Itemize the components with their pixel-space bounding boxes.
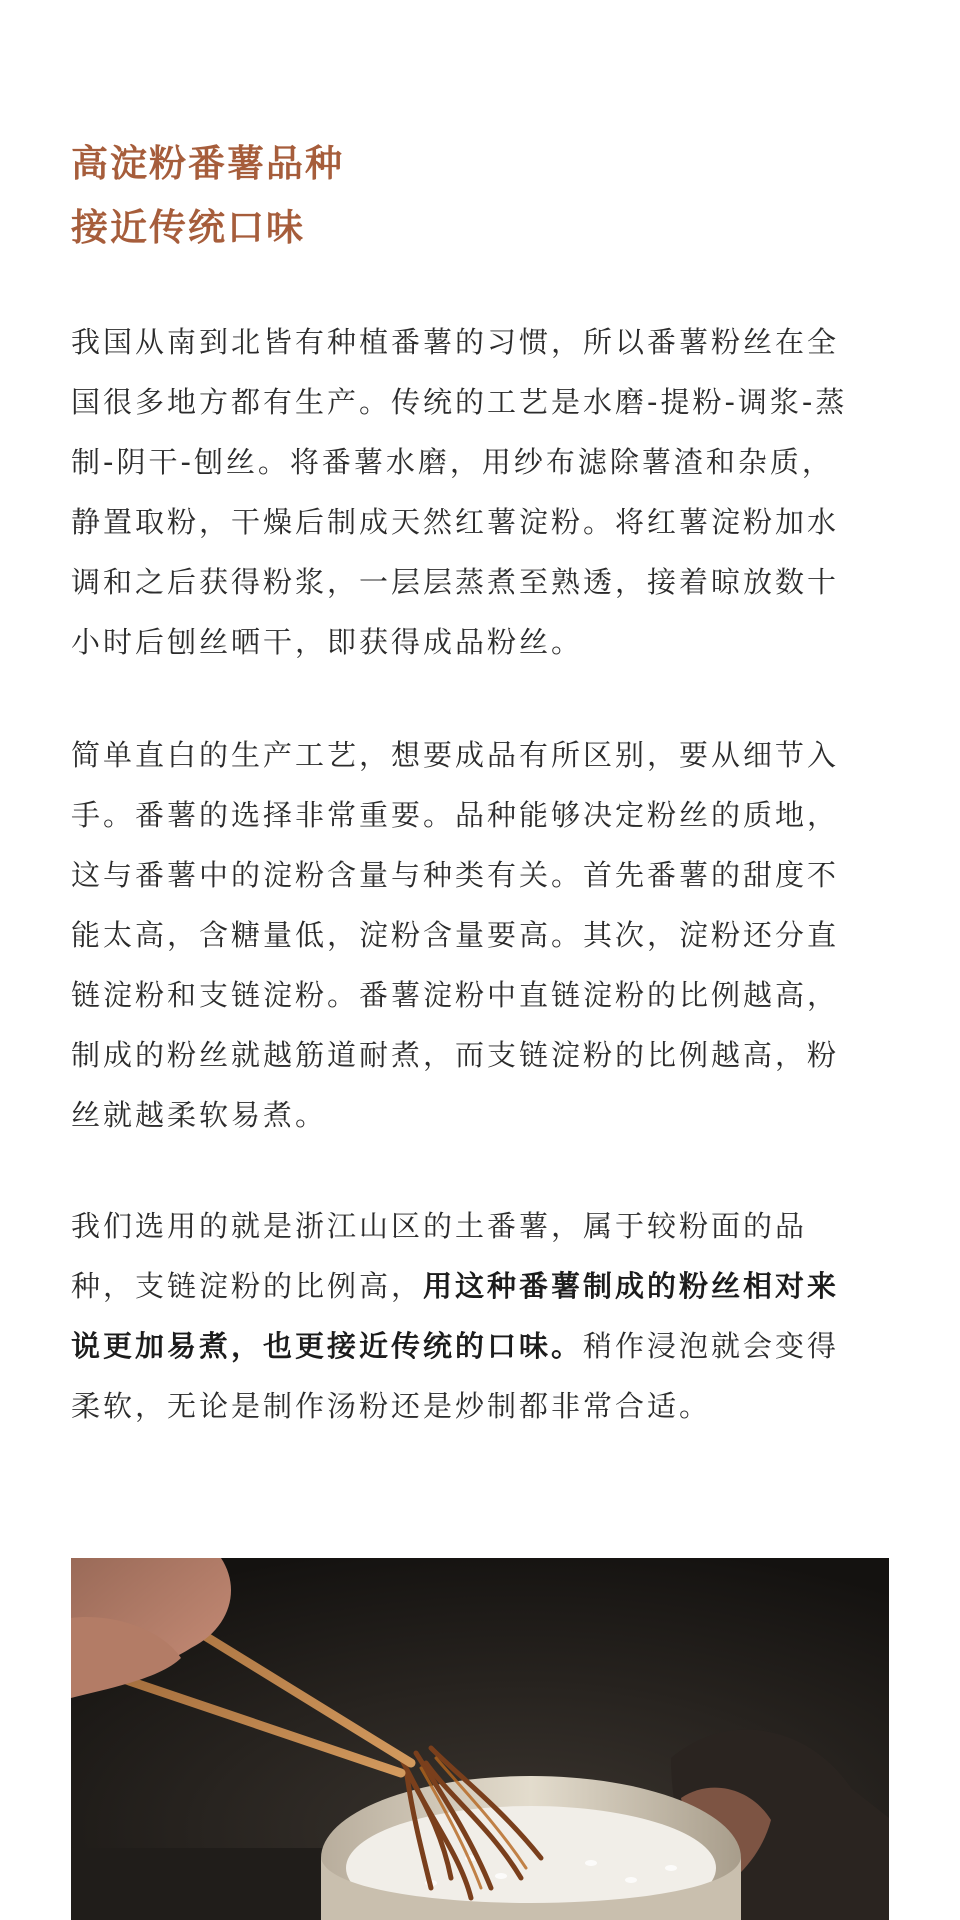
- section-heading: [71, 132, 891, 260]
- paragraph-line: [71, 1256, 891, 1316]
- paragraph-line: 国很多地方都有生产。传统的工艺是水磨-提粉-调浆-蒸: [71, 385, 848, 419]
- paragraph-line: 链淀粉和支链淀粉。番薯淀粉中直链淀粉的比例越高，: [71, 978, 840, 1012]
- plain-text: 种，支链淀粉的比例高，: [71, 1269, 424, 1303]
- paragraph-line: 简单直白的生产工艺，想要成品有所区别，要从细节入: [71, 738, 840, 772]
- paragraph-line: 我们选用的就是浙江山区的土番薯，属于较粉面的品: [71, 1209, 808, 1243]
- plain-text: 稍作浸泡就会变得: [583, 1329, 840, 1363]
- paragraph-line: 静置取粉，干燥后制成天然红薯淀粉。将红薯淀粉加水: [71, 505, 840, 539]
- heading-line-2: 接近传统口味: [71, 206, 305, 249]
- paragraph-line: 这与番薯中的淀粉含量与种类有关。首先番薯的甜度不: [71, 858, 840, 892]
- paragraph-line: [71, 1316, 891, 1376]
- paragraph-line: 我国从南到北皆有种植番薯的习惯，所以番薯粉丝在全: [71, 325, 840, 359]
- paragraph-line: 柔软，无论是制作汤粉还是炒制都非常合适。: [71, 1389, 712, 1423]
- bold-highlight: 用这种番薯制成的粉丝相对来: [423, 1269, 840, 1303]
- noodle-bowl-photo: [71, 1558, 889, 1920]
- heading-line-1: 高淀粉番薯品种: [71, 142, 344, 185]
- paragraph-sweet-potato-selection: [71, 725, 891, 1145]
- paragraph-line: 制-阴干-刨丝。将番薯水磨，用纱布滤除薯渣和杂质，: [71, 445, 834, 479]
- paragraph-line: 丝就越柔软易煮。: [71, 1098, 328, 1132]
- paragraph-production-process: [71, 312, 891, 672]
- paragraph-line: 调和之后获得粉浆，一层层蒸煮至熟透，接着晾放数十: [71, 565, 840, 599]
- paragraph-line: 能太高，含糖量低，淀粉含量要高。其次，淀粉还分直: [71, 918, 840, 952]
- paragraph-line: 制成的粉丝就越筋道耐煮，而支链淀粉的比例越高，粉: [71, 1038, 840, 1072]
- bold-highlight: 说更加易煮，也更接近传统的口味。: [71, 1329, 584, 1363]
- paragraph-our-choice: [71, 1196, 891, 1436]
- photo-illustration: [71, 1558, 889, 1920]
- paragraph-line: 手。番薯的选择非常重要。品种能够决定粉丝的质地，: [71, 798, 840, 832]
- paragraph-line: 小时后刨丝晒干，即获得成品粉丝。: [71, 625, 584, 659]
